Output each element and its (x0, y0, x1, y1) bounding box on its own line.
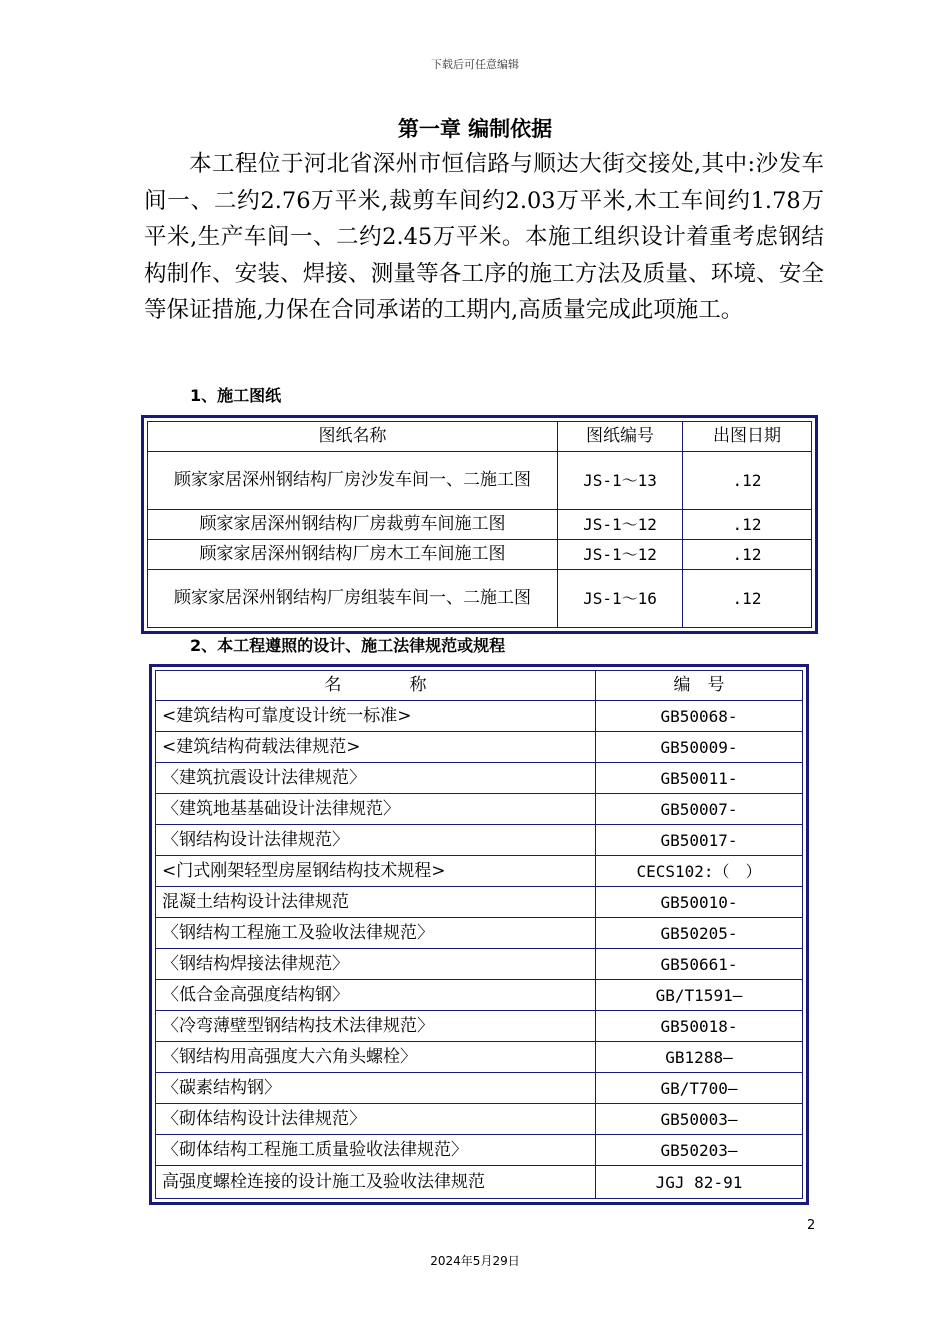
drawing-name: 顾家家居深州钢结构厂房沙发车间一、二施工图 (148, 452, 558, 510)
table-row (156, 980, 803, 1011)
table-row (156, 1104, 803, 1135)
standard-code: GB50011- (596, 763, 803, 794)
drawing-date: .12 (683, 452, 812, 510)
table-row (156, 1135, 803, 1166)
standard-name: 〈钢结构设计法律规范〉 (156, 825, 596, 856)
table-row (148, 540, 812, 570)
standards-table (155, 670, 803, 1199)
drawing-name: 顾家家居深州钢结构厂房木工车间施工图 (148, 540, 558, 570)
table-header-row (148, 422, 812, 452)
drawings-table (147, 421, 812, 628)
standards-table-frame (149, 664, 809, 1205)
standard-code: GB1288— (596, 1042, 803, 1073)
header-standard-name: 名 称 (156, 671, 596, 701)
standard-name: 〈砌体结构设计法律规范〉 (156, 1104, 596, 1135)
table-row (156, 1042, 803, 1073)
standard-code: GB/T700— (596, 1073, 803, 1104)
chapter-title: 第一章 编制依据 (397, 117, 553, 141)
drawing-code: JS-1～16 (558, 570, 683, 628)
table-row (156, 763, 803, 794)
header-drawing-name: 图纸名称 (148, 422, 558, 452)
standard-code: JGJ 82-91 (596, 1166, 803, 1199)
standard-name: <门式刚架轻型房屋钢结构技术规程> (156, 856, 596, 887)
table-row (156, 887, 803, 918)
standard-code: GB50003— (596, 1104, 803, 1135)
drawing-code: JS-1～12 (558, 510, 683, 540)
header-drawing-date: 出图日期 (683, 422, 812, 452)
drawing-date: .12 (683, 510, 812, 540)
drawing-date: .12 (683, 570, 812, 628)
drawings-table-frame (141, 415, 818, 634)
standard-code: GB50007- (596, 794, 803, 825)
header-note: 下载后可任意编辑 (431, 58, 519, 71)
standard-name: 〈冷弯薄壁型钢结构技术法律规范〉 (156, 1011, 596, 1042)
standard-code: GB/T1591— (596, 980, 803, 1011)
table-row (148, 510, 812, 540)
page-number: 2 (807, 1218, 816, 1233)
standard-code: GB50010- (596, 887, 803, 918)
standard-code: CECS102:（ ） (596, 856, 803, 887)
standard-name: 〈建筑抗震设计法律规范〉 (156, 763, 596, 794)
standard-code: GB50661- (596, 949, 803, 980)
table-row (148, 570, 812, 628)
table-row (156, 825, 803, 856)
intro-paragraph: 本工程位于河北省深州市恒信路与顺达大街交接处,其中:沙发车间一、二约2.76万平米,裁剪车间约2.03万平米,木工车间约1.78万平米,生产车间一、二约2.45万平米。本施工组织设计着重考虑钢结构制作、安装、焊接、测量等各工序的施工方法及质量、环境、安全等保证措施,力保在合同承诺的工期内,高质量完成此项施工。 (144, 151, 824, 323)
table-row (148, 452, 812, 510)
drawing-name: 顾家家居深州钢结构厂房组装车间一、二施工图 (148, 570, 558, 628)
standard-code: GB50068- (596, 701, 803, 732)
drawing-code: JS-1～13 (558, 452, 683, 510)
standard-code: GB50203— (596, 1135, 803, 1166)
drawing-name: 顾家家居深州钢结构厂房裁剪车间施工图 (148, 510, 558, 540)
standard-name: 〈钢结构用高强度大六角头螺栓〉 (156, 1042, 596, 1073)
section-title-standards: 2、本工程遵照的设计、施工法律规范或规程 (190, 636, 506, 655)
drawing-date: .12 (683, 540, 812, 570)
standard-name: 〈砌体结构工程施工质量验收法律规范〉 (156, 1135, 596, 1166)
standard-name: <建筑结构荷载法律规范> (156, 732, 596, 763)
table-row (156, 1073, 803, 1104)
standard-name: <建筑结构可靠度设计统一标准> (156, 701, 596, 732)
table-row (156, 1011, 803, 1042)
standard-name: 〈钢结构工程施工及验收法律规范〉 (156, 918, 596, 949)
footer-date: 2024年5月29日 (430, 1254, 520, 1268)
standard-name: 〈钢结构焊接法律规范〉 (156, 949, 596, 980)
section-title-drawings: 1、施工图纸 (190, 386, 282, 405)
table-row (156, 794, 803, 825)
table-row (156, 918, 803, 949)
table-row (156, 856, 803, 887)
standard-code: GB50009- (596, 732, 803, 763)
standard-name: 〈建筑地基基础设计法律规范〉 (156, 794, 596, 825)
standard-code: GB50205- (596, 918, 803, 949)
standard-name: 混凝土结构设计法律规范 (156, 887, 596, 918)
table-row (156, 732, 803, 763)
table-header-row (156, 671, 803, 701)
standard-name: 〈碳素结构钢〉 (156, 1073, 596, 1104)
standard-code: GB50017- (596, 825, 803, 856)
table-row (156, 949, 803, 980)
standard-code: GB50018- (596, 1011, 803, 1042)
table-row (156, 701, 803, 732)
standard-name: 〈低合金高强度结构钢〉 (156, 980, 596, 1011)
standard-name: 高强度螺栓连接的设计施工及验收法律规范 (156, 1166, 596, 1199)
drawing-code: JS-1～12 (558, 540, 683, 570)
header-standard-code: 编 号 (596, 671, 803, 701)
header-drawing-code: 图纸编号 (558, 422, 683, 452)
table-row (156, 1166, 803, 1199)
